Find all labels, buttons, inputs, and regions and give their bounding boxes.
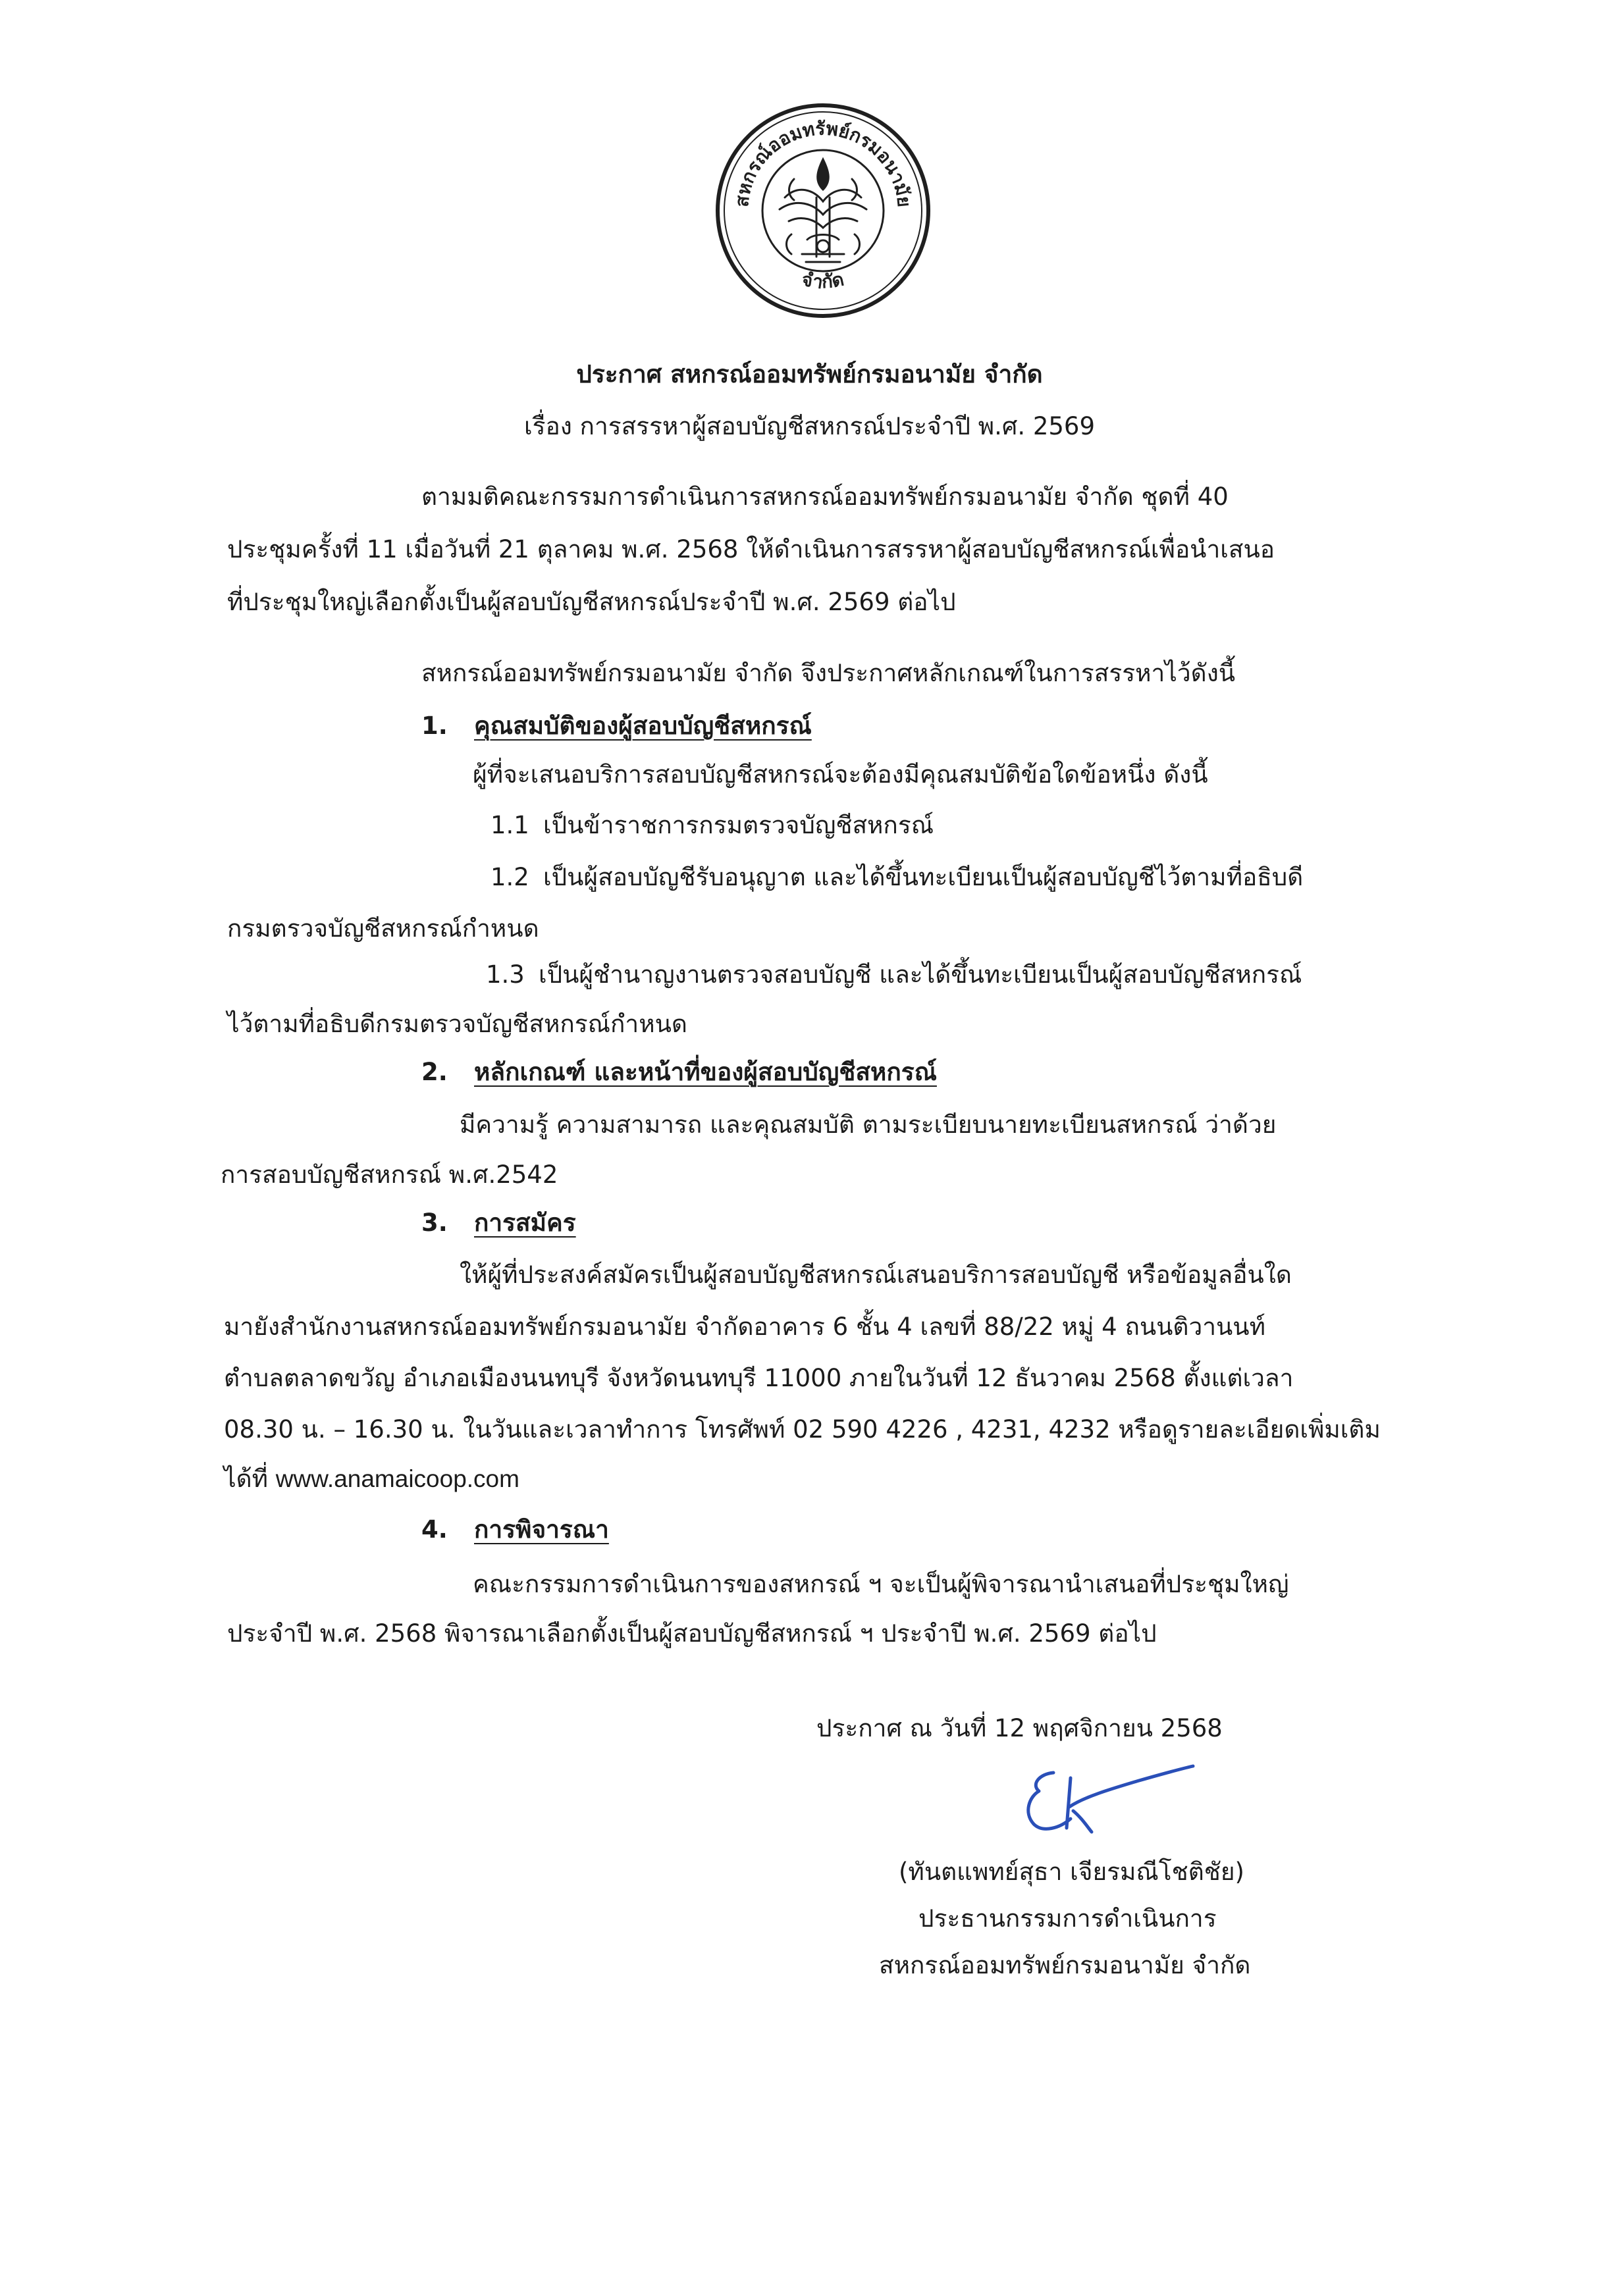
- intro-line-4: สหกรณ์ออมทรัพย์กรมอนามัย จำกัด จึงประกาศหลักเกณฑ์ในการสรรหาไว้ดังนี้: [421, 659, 1236, 687]
- section-3-heading: [421, 1206, 576, 1240]
- section-1-item-1: [491, 808, 934, 843]
- section-1-lead: ผู้ที่จะเสนอบริการสอบบัญชีสหกรณ์จะต้องมีคุณสมบัติข้อใดข้อหนึ่ง ดังนี้: [473, 760, 1208, 789]
- section-title: การสมัคร: [474, 1209, 576, 1237]
- website-prefix: ได้ที่: [224, 1465, 276, 1493]
- announcement-date: ประกาศ ณ วันที่ 12 พฤศจิกายน 2568: [816, 1714, 1223, 1742]
- announcement-title: ประกาศ สหกรณ์ออมทรัพย์กรมอนามัย จำกัด: [576, 360, 1043, 388]
- intro-line-2: ประชุมครั้งที่ 11 เมื่อวันที่ 21 ตุลาคม พ.ศ. 2568 ให้ดำเนินการสรรหาผู้สอบบัญชีสหกรณ์เพื่อนำเสนอ: [227, 535, 1275, 563]
- item-text: เป็นผู้สอบบัญชีรับอนุญาต และได้ขึ้นทะเบียนเป็นผู้สอบบัญชีไว้ตามที่อธิบดี: [543, 863, 1304, 891]
- section-1-item-3-continued: ไว้ตามที่อธิบดีกรมตรวจบัญชีสหกรณ์กำหนด: [227, 1010, 687, 1038]
- item-number: 1.1: [491, 811, 529, 839]
- section-2-line-1: มีความรู้ ความสามารถ และคุณสมบัติ ตามระเบียบนายทะเบียนสหกรณ์ ว่าด้วย: [460, 1110, 1277, 1139]
- svg-text:จำกัด: [801, 268, 846, 293]
- cooperative-seal: [711, 99, 935, 323]
- signer-name: (ทันตแพทย์สุธา เจียรมณีโชติชัย): [899, 1858, 1244, 1886]
- seal-text-top: สหกรณ์ออมทรัพย์กรมอนามัย: [730, 117, 916, 209]
- handwritten-signature: [1007, 1754, 1205, 1846]
- item-number: 1.3: [486, 960, 525, 989]
- section-2-line-2: การสอบบัญชีสหกรณ์ พ.ศ.2542: [221, 1161, 558, 1189]
- intro-line-3: ที่ประชุมใหญ่เลือกตั้งเป็นผู้สอบบัญชีสหกรณ์ประจำปี พ.ศ. 2569 ต่อไป: [227, 588, 956, 616]
- item-number: 1.2: [491, 863, 529, 891]
- signer-organization: สหกรณ์ออมทรัพย์กรมอนามัย จำกัด: [879, 1951, 1251, 1979]
- section-title: คุณสมบัติของผู้สอบบัญชีสหกรณ์: [474, 712, 812, 740]
- section-number: 1.: [421, 712, 448, 740]
- section-1-item-3: [486, 958, 1302, 992]
- announcement-subject: เรื่อง การสรรหาผู้สอบบัญชีสหกรณ์ประจำปี พ.ศ. 2569: [523, 412, 1096, 440]
- section-4-line-2: ประจำปี พ.ศ. 2568 พิจารณาเลือกตั้งเป็นผู้สอบบัญชีสหกรณ์ ฯ ประจำปี พ.ศ. 2569 ต่อไป: [227, 1619, 1157, 1648]
- section-number: 2.: [421, 1058, 448, 1086]
- section-number: 4.: [421, 1515, 448, 1544]
- section-3-line-1: ให้ผู้ที่ประสงค์สมัครเป็นผู้สอบบัญชีสหกรณ์เสนอบริการสอบบัญชี หรือข้อมูลอื่นใด: [460, 1261, 1292, 1289]
- section-3-line-3: ตำบลตลาดขวัญ อำเภอเมืองนนทบุรี จังหวัดนนทบุรี 11000 ภายในวันที่ 12 ธันวาคม 2568 ตั้งแต่เวลา: [224, 1364, 1294, 1392]
- section-title: หลักเกณฑ์ และหน้าที่ของผู้สอบบัญชีสหกรณ์: [474, 1058, 937, 1086]
- section-1-item-2-continued: กรมตรวจบัญชีสหกรณ์กำหนด: [227, 914, 539, 943]
- section-number: 3.: [421, 1209, 448, 1237]
- seal-emblem-icon: [780, 159, 866, 262]
- section-4-heading: [421, 1513, 609, 1547]
- section-4-line-1: คณะกรรมการดำเนินการของสหกรณ์ ฯ จะเป็นผู้พิจารณานำเสนอที่ประชุมใหญ่: [473, 1570, 1289, 1598]
- section-2-heading: [421, 1055, 937, 1089]
- section-1-item-2: [491, 860, 1303, 895]
- seal-text-bottom: จำกัด: [800, 268, 846, 294]
- item-text: เป็นข้าราชการกรมตรวจบัญชีสหกรณ์: [543, 811, 934, 839]
- section-3-line-2: มายังสำนักงานสหกรณ์ออมทรัพย์กรมอนามัย จำกัดอาคาร 6 ชั้น 4 เลขที่ 88/22 หมู่ 4 ถนนติวานนท์: [224, 1313, 1265, 1341]
- section-3-line-5: [224, 1462, 519, 1496]
- item-text: เป็นผู้ชำนาญงานตรวจสอบบัญชี และได้ขึ้นทะเบียนเป็นผู้สอบบัญชีสหกรณ์: [539, 960, 1302, 989]
- section-3-line-4: 08.30 น. – 16.30 น. ในวันและเวลาทำการ โทรศัพท์ 02 590 4226 , 4231, 4232 หรือดูรายละเอียดเพิ่มเติม: [224, 1415, 1381, 1444]
- signer-position: ประธานกรรมการดำเนินการ: [918, 1904, 1217, 1933]
- section-1-heading: [421, 709, 812, 743]
- intro-line-1: ตามมติคณะกรรมการดำเนินการสหกรณ์ออมทรัพย์กรมอนามัย จำกัด ชุดที่ 40: [421, 483, 1229, 511]
- website-link[interactable]: www.anamaicoop.com: [275, 1465, 519, 1492]
- section-title: การพิจารณา: [474, 1515, 609, 1544]
